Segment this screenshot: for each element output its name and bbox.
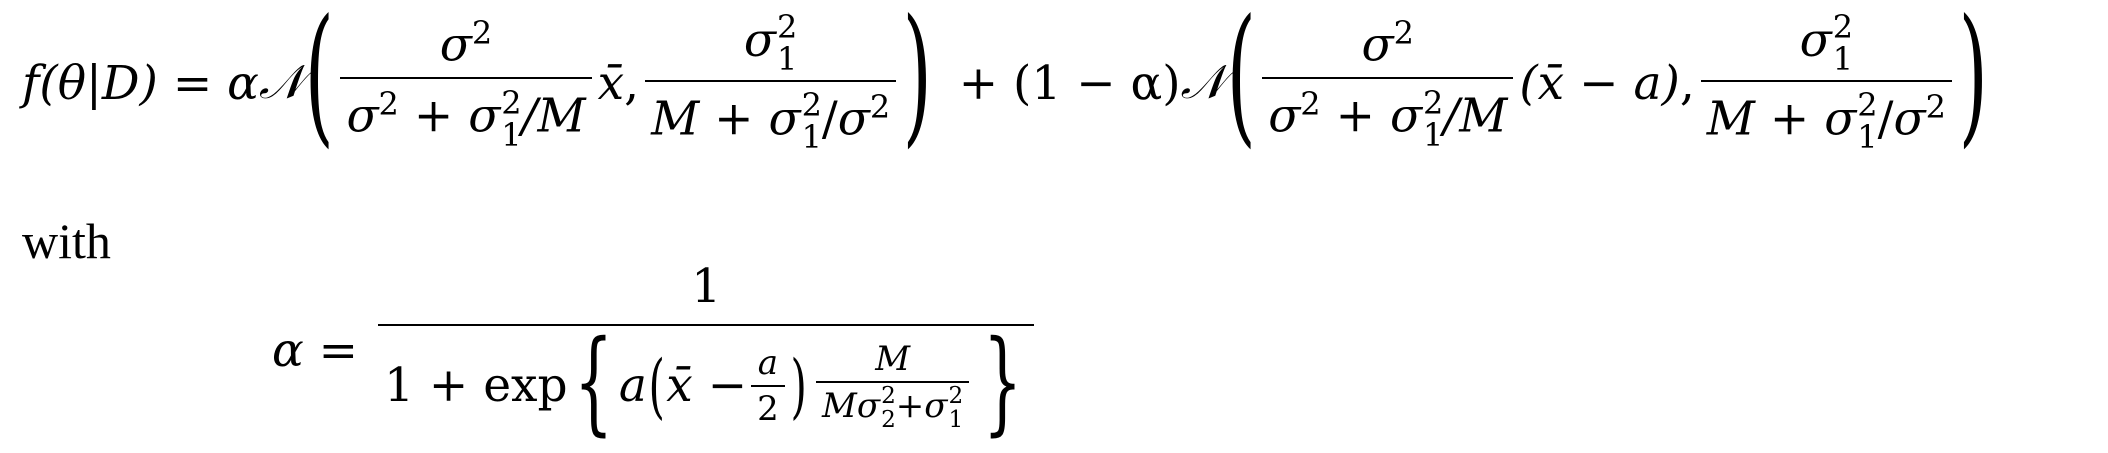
m-fraction: M Mσ 2 2 +σ 2 1 bbox=[816, 339, 969, 431]
xbar-1: x̄ bbox=[597, 55, 625, 111]
variance-fraction-2: σ 2 1 M + σ 2 1 $/\sigma^2$ bbox=[1701, 12, 1952, 155]
posterior-equation: f(θ|D) = α 𝒩 ( $\sigma^2$ $\sigma^2 + \sigma$ 2 1 /M x̄ , σ 2 1 M + σ 2 1 $/\sigma^2$ ) + (1 − α) 𝒩 ( $\sigma^2$ $\sigma^2 + \sigma$ 2 1 /M (x̄ − a) , σ 2 1 M + σ 2 1 $/\sigma^2$ ) bbox=[22, 0, 1988, 162]
one-minus-alpha: + (1 − α) bbox=[958, 55, 1181, 111]
normal-symbol-1: 𝒩 bbox=[258, 55, 304, 110]
eq2-lhs: α = bbox=[272, 322, 359, 378]
right-paren-2: ) bbox=[1958, 0, 1988, 162]
mean-fraction-2: $\sigma^2$ $\sigma^2 + \sigma$ 2 1 /M bbox=[1262, 14, 1513, 151]
xbar-minus-a: (x̄ − a) bbox=[1519, 55, 1680, 111]
left-paren-1: ( bbox=[304, 0, 334, 162]
eq1-lhs: f(θ|D) = α bbox=[22, 55, 259, 111]
alpha-fraction: 1 1 + exp { a ( x̄ − $\frac{a}{2}$ ) M Mσ 2 2 +σ 2 1 } bbox=[378, 259, 1034, 442]
right-paren-1: ) bbox=[902, 0, 933, 162]
alpha-equation bbox=[272, 255, 1040, 445]
normal-symbol-2: 𝒩 bbox=[1180, 55, 1226, 110]
with-label: with bbox=[22, 213, 111, 269]
alpha-numerator: 1 bbox=[691, 258, 722, 314]
variance-fraction-1: σ 2 1 M + σ 2 1 $/\sigma^2$ bbox=[645, 12, 896, 155]
left-paren-2: ( bbox=[1226, 0, 1256, 162]
mean-fraction-1: $\sigma^2$ $\sigma^2 + \sigma$ 2 1 /M bbox=[340, 14, 591, 151]
left-brace: { bbox=[573, 316, 613, 447]
a-over-two: $\frac{a}{2}$ bbox=[751, 343, 785, 429]
one-plus-exp: 1 + exp bbox=[384, 358, 568, 413]
right-brace: } bbox=[983, 316, 1023, 447]
